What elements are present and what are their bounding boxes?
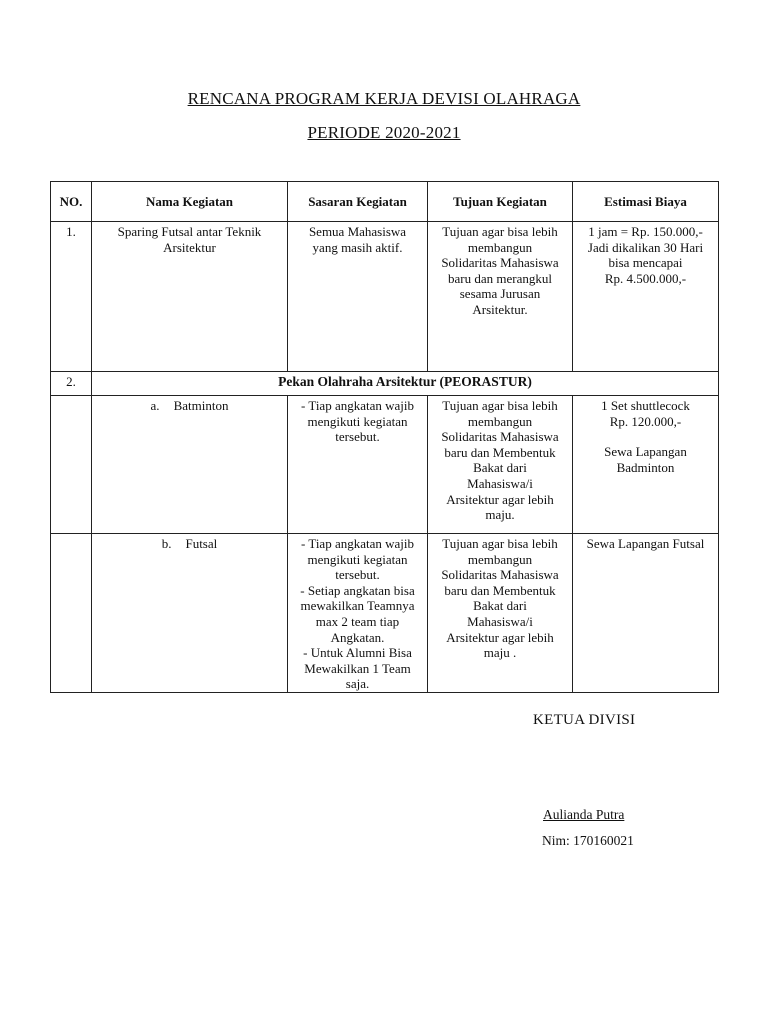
row2b-letter: b. [161, 536, 172, 551]
row1-biaya [573, 222, 719, 372]
row2a-tujuan [428, 396, 573, 534]
row2a-nama [92, 396, 288, 534]
row2b-tujuan-line: maju . [483, 645, 517, 661]
row2a-tujuan-line: maju. [485, 507, 515, 523]
row2a-nama-text: Batminton [173, 398, 229, 413]
row2b-tujuan-line: Bakat dari [473, 598, 527, 614]
row2b-sasaran-line: Angkatan. [330, 629, 385, 645]
row1-biaya-line: bisa mencapai [608, 255, 683, 271]
row1-tujuan-line: sesama Jurusan [459, 286, 541, 302]
row2b-tujuan-line: Mahasiswa/i [467, 613, 533, 629]
header-nama-kegiatan: Nama Kegiatan [92, 182, 288, 222]
row2b-sasaran-line: saja. [345, 676, 370, 692]
row2a-sasaran-line: - Tiap angkatan wajib [300, 398, 414, 413]
row1-tujuan-line: Arsitektur. [472, 301, 528, 317]
row2a-tujuan-line: Arsitektur agar lebih [446, 491, 554, 507]
row1-sasaran [288, 222, 428, 372]
row1-biaya-line: Jadi dikalikan 30 Hari [587, 239, 704, 255]
row2b-sasaran-line: max 2 team tiap [315, 613, 400, 629]
signature-name: Aulianda Putra [543, 807, 625, 822]
row1-biaya-line: 1 jam = Rp. 150.000,- [588, 224, 703, 239]
row1-tujuan [428, 222, 573, 372]
row2b-no [51, 534, 92, 693]
row2b-tujuan-line: baru dan Membentuk [444, 582, 556, 598]
row2b-sasaran-line: tersebut. [335, 567, 380, 583]
row2b-nama [92, 534, 288, 693]
row1-sasaran-line: Semua Mahasiswa [308, 224, 407, 239]
row2a-biaya-line: Sewa Lapangan [604, 444, 687, 460]
row2-section-title: Pekan Olahraha Arsitektur (PEORASTUR) [92, 372, 719, 396]
row1-tujuan-line: Solidaritas Mahasiswa [441, 255, 559, 271]
row2a-biaya-line: 1 Set shuttlecock [601, 398, 690, 413]
row2b-biaya [573, 534, 719, 693]
table-row [51, 534, 719, 693]
row2b-tujuan-line: Solidaritas Mahasiswa [441, 567, 559, 583]
row1-tujuan-line: baru dan merangkul [448, 270, 552, 286]
table-row [51, 222, 719, 372]
row2a-tujuan-line: Mahasiswa/i [467, 475, 533, 491]
table-row [51, 396, 719, 534]
row2b-tujuan [428, 534, 573, 693]
row2-no: 2. [51, 372, 92, 396]
row2b-sasaran [288, 534, 428, 693]
row2b-biaya-line: Sewa Lapangan Futsal [586, 536, 705, 551]
header-tujuan-kegiatan: Tujuan Kegiatan [428, 182, 573, 222]
header-sasaran-kegiatan: Sasaran Kegiatan [288, 182, 428, 222]
row2a-tujuan-line: Solidaritas Mahasiswa [441, 429, 559, 445]
row2a-biaya-line: Rp. 120.000,- [609, 413, 682, 429]
program-table [50, 181, 719, 693]
row1-biaya-line: Rp. 4.500.000,- [604, 270, 687, 286]
row2a-biaya [573, 396, 719, 534]
row2a-tujuan-line: membangun [467, 413, 533, 429]
row2a-sasaran [288, 396, 428, 534]
row2b-sasaran-line: mewakilkan Teamnya [300, 598, 415, 614]
row2a-tujuan-line: baru dan Membentuk [444, 444, 556, 460]
row1-sasaran-line: yang masih aktif. [312, 239, 403, 255]
document-title: RENCANA PROGRAM KERJA DEVISI OLAHRAGA [187, 89, 581, 108]
signature-nim: Nim: 170160021 [542, 833, 634, 848]
row2b-tujuan-line: Tujuan agar bisa lebih [442, 536, 558, 551]
row1-tujuan-line: Tujuan agar bisa lebih [442, 224, 558, 239]
table-row [51, 372, 719, 396]
row2b-nama-text: Futsal [185, 536, 218, 551]
row2a-no [51, 396, 92, 534]
row2a-letter: a. [150, 398, 160, 413]
row2b-sasaran-line: - Setiap angkatan bisa [300, 582, 415, 598]
row1-tujuan-line: membangun [467, 239, 533, 255]
row2b-tujuan-line: Arsitektur agar lebih [446, 629, 554, 645]
row2a-tujuan-line: Tujuan agar bisa lebih [442, 398, 558, 413]
row2b-sasaran-line: mengikuti kegiatan [307, 551, 408, 567]
row2b-sasaran-line: - Tiap angkatan wajib [300, 536, 414, 551]
row2a-tujuan-line: Bakat dari [473, 460, 527, 476]
row2a-biaya-spacer [576, 429, 715, 444]
row1-no: 1. [51, 222, 92, 372]
row1-nama-line: Sparing Futsal antar Teknik [117, 224, 262, 239]
row1-nama-line: Arsitektur [163, 239, 216, 255]
row2a-sasaran-line: tersebut. [335, 429, 380, 445]
row2a-biaya-line: Badminton [616, 459, 675, 475]
header-estimasi-biaya: Estimasi Biaya [573, 182, 719, 222]
row2a-sasaran-line: mengikuti kegiatan [307, 413, 408, 429]
header-no: NO. [51, 182, 92, 222]
row2b-sasaran-line: Mewakilkan 1 Team [304, 660, 411, 676]
signature-role: KETUA DIVISI [533, 712, 636, 728]
row2b-sasaran-line: - Untuk Alumni Bisa [303, 645, 412, 661]
row2b-tujuan-line: membangun [467, 551, 533, 567]
table-header-row [51, 182, 719, 222]
document-period: PERIODE 2020-2021 [307, 123, 461, 142]
row1-nama [92, 222, 288, 372]
